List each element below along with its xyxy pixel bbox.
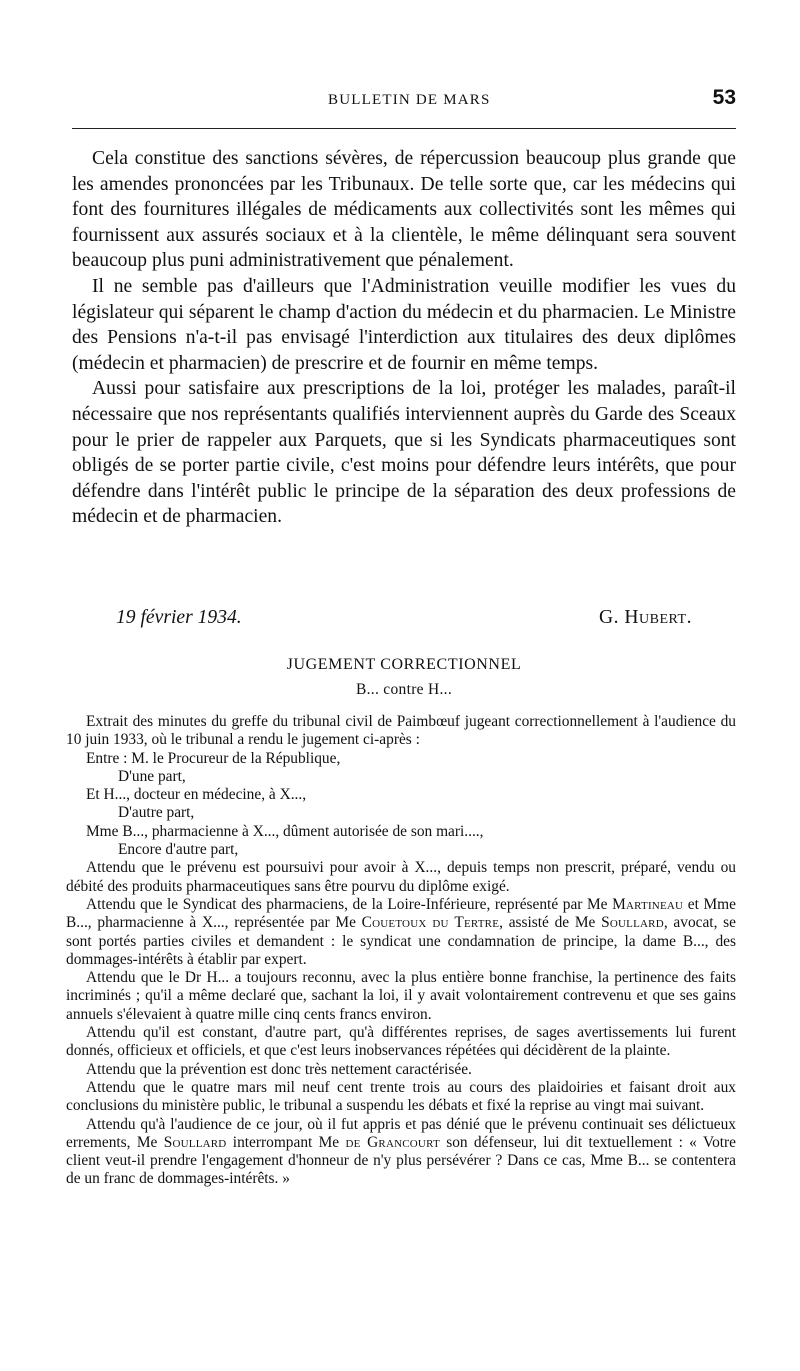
attendu-paragraph: Attendu qu'il est constant, d'autre part, qu'à différentes reprises, de sages avertissements lui furent donnés, officieux et officiels, et que c'est leurs inobservances répétées qui décidèrent de la plainte. (66, 1024, 736, 1060)
running-title: BULLETIN DE MARS (328, 92, 491, 108)
body-paragraph: Cela constitue des sanctions sévères, de répercussion beaucoup plus grande que les amendes prononcées par les Tribunaux. De telle sorte que, car les médecins qui font des fournitures illégales de médicaments aux collectivités sont les mêmes qui fournissent aux assurés sociaux et à la clientèle, le même délinquant sera souvent beaucoup plus puni administrativement que pénalement. (72, 148, 736, 272)
person-name: de Grancourt (345, 1133, 440, 1151)
page-number: 53 (712, 86, 736, 109)
party-line: Et H..., docteur en médecine, à X..., (86, 786, 307, 804)
person-name: Martineau (612, 895, 684, 913)
party-text: B..., pharmacienne à X..., dûment autorisée de son mari...., (122, 822, 484, 840)
party-role: Encore d'autre part, (118, 841, 239, 859)
attendu-text: interrompant Me (232, 1133, 340, 1151)
body-paragraph: Il ne semble pas d'ailleurs que l'Administration veuille modifier les vues du législateur qui séparent le champ d'action du médecin et du pharmacien. Le Ministre des Pensions n'a-t-il pas envisagé l'interdiction aux titulaires des deux diplômes (médecin et pharmacien) de prescrire et de fournir en même temps. (72, 275, 736, 374)
party-role: D'autre part, (118, 804, 195, 822)
judgment-extract: Extrait des minutes du greffe du tribunal civil de Paimbœuf jugeant correctionnellement à l'audience du 10 juin 1933, où le tribunal a rendu le jugement ci-après : (66, 713, 736, 749)
person-name: Soullard (163, 1133, 227, 1151)
judgment-title: JUGEMENT CORRECTIONNEL (286, 656, 522, 673)
attendu-paragraph: Attendu que le quatre mars mil neuf cent trente trois au cours des plaidoiries et faisant droit aux conclusions du ministère public, le tribunal a suspendu les débats et fixé la reprise au vingt mai suivant. (66, 1078, 736, 1115)
party-role: D'une part, (118, 767, 186, 785)
signature-date: 19 février 1934. (116, 607, 242, 628)
attendu-text: son défenseur, lui dit textuellement : « Votre client veut-il prendre l'engagement d'honneur de n'y plus persévérer ? Dans ce cas, Mme B... se contentera de un franc de dommages-intérêts. » (66, 1133, 736, 1188)
party-line (66, 823, 736, 841)
person-name: Soullard (601, 914, 664, 932)
party-title: Mme (86, 822, 119, 840)
page-header (72, 86, 736, 120)
party-line: Entre : M. le Procureur de la République, (86, 749, 341, 767)
attendu-paragraph: Attendu que le Dr H... a toujours reconnu, avec la plus entière bonne franchise, la pertinence des faits incriminés ; qu'il a même declaré que, sachant la loi, il y avait volontairement contrevenu et que ses gains annuels s'élevaient à quatre mille cinq cents francs environ. (66, 969, 736, 1023)
signature-author: G. Hubert. (598, 607, 692, 628)
attendu-paragraph (66, 1116, 736, 1189)
attendu-text: , assisté de Me (499, 914, 596, 932)
judgment-subtitle: B... contre H... (355, 681, 453, 698)
attendu-paragraph (66, 896, 736, 969)
judgment-text (66, 709, 736, 1189)
attendu-text: Attendu qu'à l'audience de ce jour, où il fut appris et pas dénié que le prévenu continuait ses délictueux errements, Me (66, 1115, 736, 1151)
attendu-paragraph: Attendu que le prévenu est poursuivi pour avoir à X..., depuis temps non prescrit, préparé, vendu ou débité des produits pharmaceutiques sans être pourvu du diplôme exigé. (66, 859, 736, 895)
attendu-paragraph: Attendu que la prévention est donc très nettement caractérisée. (86, 1060, 472, 1078)
attendu-text: , avocat, se sont portés parties civiles et demandent : le syndicat une condamnation de principe, la dame B..., des dommages-intérêts à établir par expert. (66, 914, 736, 968)
attendu-text: et Mme B..., pharmacienne à X..., représentée par Me (66, 895, 736, 932)
body-paragraph: Aussi pour satisfaire aux prescriptions de la loi, protéger les malades, paraît-il nécessaire que nos représentants qualifiés interviennent auprès du Garde des Sceaux pour le prier de rappeler aux Parquets, que si les Syndicats pharmaceutiques sont obligés de se porter partie civile, c'est moins pour défendre leurs intérêts, que pour défendre dans l'intérêt public le principe de la séparation des deux professions de médecin et de pharmacien. (72, 378, 736, 528)
article-body (72, 146, 736, 530)
person-name: Couetoux du Tertre (361, 914, 500, 932)
signature-line (72, 605, 736, 633)
attendu-text: Attendu que le Syndicat des pharmaciens, de la Loire-Inférieure, représenté par Me (86, 895, 608, 913)
header-rule (72, 128, 736, 129)
